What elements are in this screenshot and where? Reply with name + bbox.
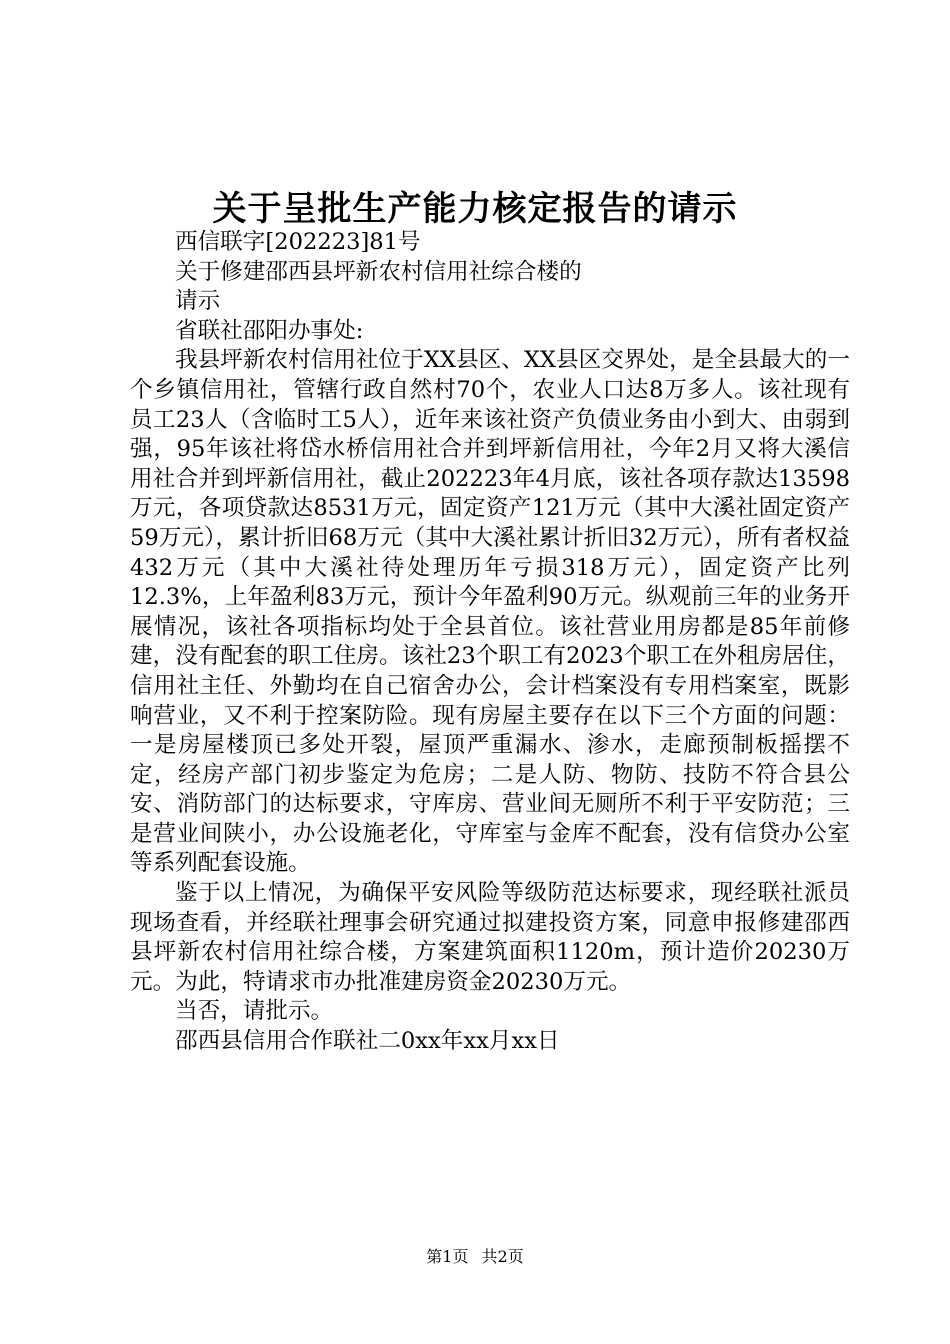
- document-body: [130, 228, 850, 1057]
- recipient: 省联社邵阳办事处:: [175, 317, 364, 344]
- page-total: 共2页: [481, 1247, 524, 1266]
- body-paragraph-1: 我县坪新农村信用社位于XX县区、XX县区交界处，是全县最大的一个乡镇信用社，管辖行政自然村70个，农业人口达8万多人。该社现有员工23人（含临时工5人），近年来该社资产负债业务由小到大、由弱到强，95年该社将岱水桥信用社合并到坪新信用社，今年2月又将大溪信用社合并到坪新信用社，截止202223年4月底，该社各项存款达13598万元，各项贷款达8531万元，固定资产121万元（其中大溪社固定资产59万元），累计折旧68万元（其中大溪社累计折旧32万元），所有者权益432万元（其中大溪社待处理历年亏损318万元），固定资产比列12.3%，上年盈利83万元，预计今年盈利90万元。纵观前三年的业务开展情况，该社各项指标均处于全县首位。该社营业用房都是85年前修建，没有配套的职工住房。该社23个职工有2023个职工在外租房居住，信用社主任、外勤均在自己宿舍办公，会计档案没有专用档案室，既影响营业，又不利于控案防险。现有房屋主要存在以下三个方面的问题：一是房屋楼顶已多处开裂，屋顶严重漏水、渗水，走廊预制板摇摆不定，经房产部门初步鉴定为危房；二是人防、物防、技防不符合县公安、消防部门的达标要求，守库房、营业间无厕所不利于平安防范；三是营业间陕小，办公设施老化，守库室与金库不配套，没有信贷办公室等系列配套设施。: [130, 347, 850, 877]
- page-footer: [0, 1247, 950, 1267]
- closing-line: 当否，请批示。: [175, 998, 334, 1025]
- signature-line: 邵西县信用合作联社二0xx年xx月xx日: [175, 1028, 560, 1055]
- subject-line-2: 请示: [175, 288, 221, 315]
- subject-line-1: 关于修建邵西县坪新农村信用社综合楼的: [175, 258, 582, 285]
- page-number: 第1页: [426, 1247, 469, 1266]
- document-title: 关于呈批生产能力核定报告的请示: [212, 189, 738, 229]
- body-paragraph-2: 鉴于以上情况，为确保平安风险等级防范达标要求，现经联社派员现场查看，并经联社理事会研究通过拟建投资方案，同意申报修建邵西县坪新农村信用社综合楼，方案建筑面积1120m，预计造价20230万元。为此，特请求市办批准建房资金20230万元。: [130, 880, 850, 995]
- doc-number: 西信联字[202223]81号: [175, 229, 421, 255]
